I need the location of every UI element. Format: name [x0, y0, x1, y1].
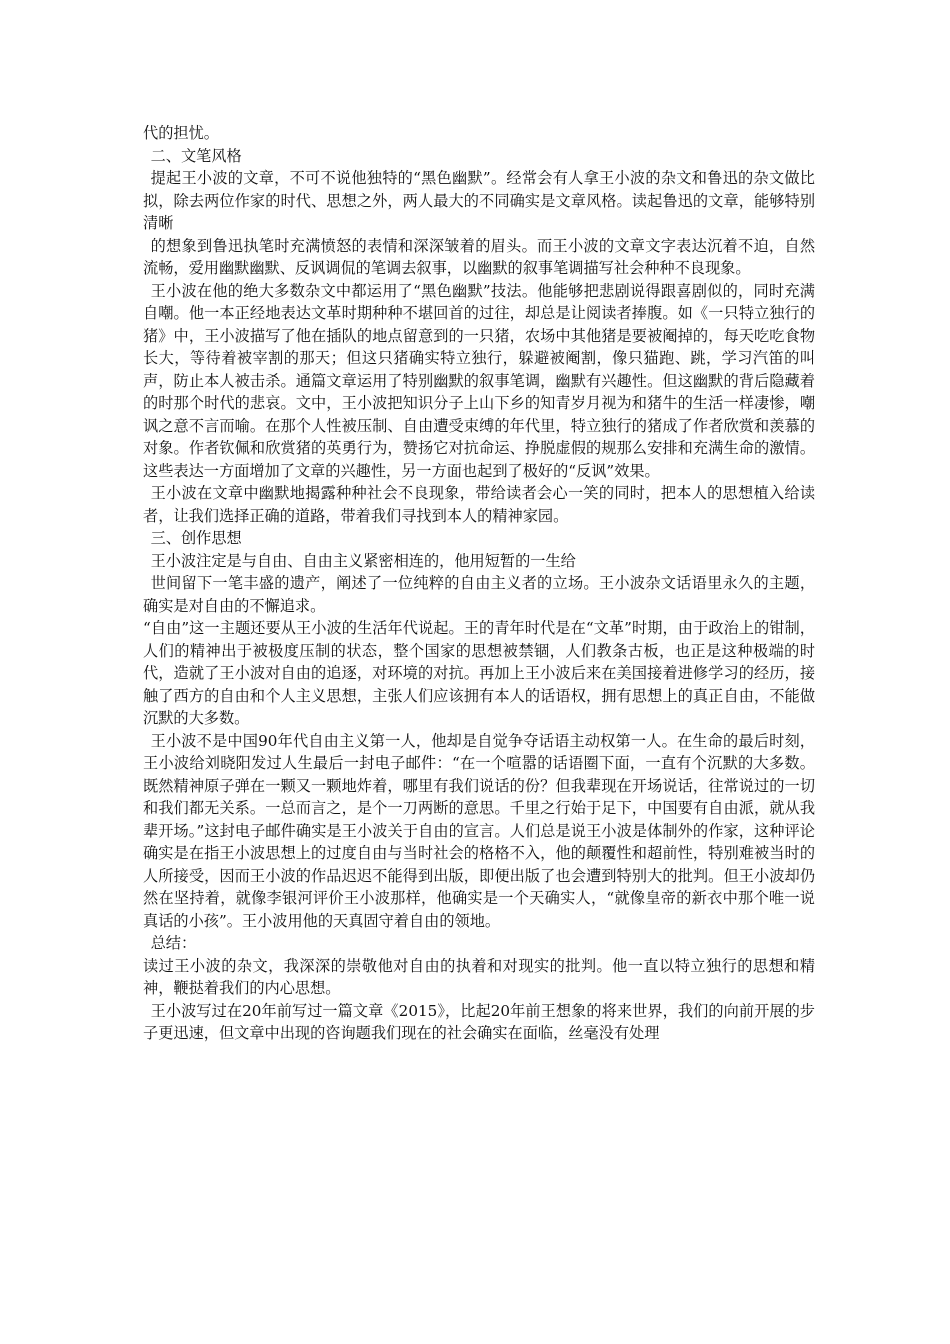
paragraph-black-humor: 提起王小波的文章，不可不说他独特的“黑色幽默”。经常会有人拿王小波的杂文和鲁迅的杂文做比拟，除去两位作家的时代、思想之外，两人最大的不同确实是文章风格。读起鲁迅的文章，能够特别清晰: [143, 169, 815, 232]
paragraph-freedom-intro: 王小波注定是与自由、自由主义紧密相连的，他用短暂的一生给: [150, 551, 576, 570]
paragraph-freedom-legacy: 世间留下一笔丰盛的遗产，阐述了一位纯粹的自由主义者的立场。王小波杂文话语里永久的主题，确实是对自由的不懈追求。: [143, 574, 815, 615]
paragraph-2015-essay: 王小波写过在20年前写过一篇文章《2015》，比起20年前王想象的将来世界，我们的向前开展的步子更迅速，但文章中出现的咨询题我们现在的社会确实在面临，丝毫没有处理: [143, 1001, 815, 1042]
summary-heading: 总结：: [150, 934, 197, 952]
paragraph-pig-essay: 王小波在他的绝大多数杂文中都运用了“黑色幽默”技法。他能够把悲剧说得跟喜剧似的，同时充满自嘲。他一本正经地表达文革时期种种不堪回首的过往，却总是让阅读者捧腹。如《一只特立独行的猪》中，王小波描写了他在插队的地点留意到的一只猪，农场中其他猪是要被阉掉的，每天吃吃食物长大，等待着被宰割的那天；但这只猪确实特立独行，躲避被阉割，像只猫跑、跳，学习汽笛的叫声，防止本人被击杀。通篇文章运用了特别幽默的叙事笔调，幽默有兴趣性。但这幽默的背后隐藏着的时那个时代的悲哀。文中，王小波把知识分子上山下乡的知青岁月视为和猪牛的生活一样凄惨，嘲讽之意不言而喻。在那个人性被压制、自由遭受束缚的年代里，特立独行的猪成了作者欣赏和羡慕的对象。作者钦佩和欣赏猪的英勇行为，赞扬它对抗命运、挣脱虚假的规那么安排和充满生命的激情。这些表达一方面增加了文章的兴趣性，另一方面也起到了极好的“反讽”效果。: [143, 281, 815, 480]
paragraph-freedom-declaration: 王小波不是中国90年代自由主义第一人，他却是自觉争夺话语主动权第一人。在生命的最后时刻，王小波给刘晓阳发过人生最后一封电子邮件：“在一个喧嚣的话语圈下面，一直有个沉默的大多数。既然精神原子弹在一颗又一颗地炸着，哪里有我们说话的份？但我辈现在开场说话，往常说过的一切和我们都无关系。一总而言之，是个一刀两断的意思。千里之行始于足下，中国要有自由派，就从我辈开场。”这封电子邮件确实是王小波关于自由的宣言。人们总是说王小波是体制外的作家，这种评论确实是在指王小波思想上的过度自由与当时社会的格格不入，他的颠覆性和超前性，特别难被当时的人所接受，因而王小波的作品迟迟不能得到出版，即便出版了也会遭到特别大的批判。但王小波却仍然在坚持着，就像李银河评价王小波那样，他确实是一个天确实人，“就像皇帝的新衣中那个唯一说真话的小孩”。王小波用他的天真固守着自由的领地。: [143, 731, 815, 930]
paragraph-intro-tail: 代的担忧。: [143, 124, 219, 142]
section-heading-writing-style: 二、文笔风格: [150, 146, 242, 165]
paragraph-freedom-era: “自由”这一主题还要从王小波的生活年代说起。王的青年时代是在“文革”时期，由于政治上的钳制，人们的精神出于被极度压制的状态，整个国家的思想被禁锢，人们教条古板，也正是这种极端的时代，造就了王小波对自由的追逐，对环境的对抗。再加上王小波后来在美国接着进修学习的经历，接触了西方的自由和个人主义思想，主张人们应该拥有本人的话语权，拥有思想上的真正自由，不能做沉默的大多数。: [143, 619, 815, 727]
section-heading-creative-thought: 三、创作思想: [150, 529, 242, 547]
paragraph-social-satire: 王小波在文章中幽默地揭露种种社会不良现象，带给读者会心一笑的同时，把本人的思想植入给读者，让我们选择正确的道路，带着我们寻找到本人的精神家园。: [143, 484, 815, 525]
paragraph-lu-xun-comparison: 的想象到鲁迅执笔时充满愤怒的表情和深深皱着的眉头。而王小波的文章文字表达沉着不迫，自然流畅，爱用幽默幽默、反讽调侃的笔调去叙事，以幽默的叙事笔调描写社会种种不良现象。: [143, 236, 815, 277]
document-page: [143, 122, 815, 1045]
paragraph-summary: 读过王小波的杂文，我深深的崇敬他对自由的执着和对现实的批判。他一直以特立独行的思想和精神，鞭挞着我们的内心思想。: [143, 956, 815, 997]
